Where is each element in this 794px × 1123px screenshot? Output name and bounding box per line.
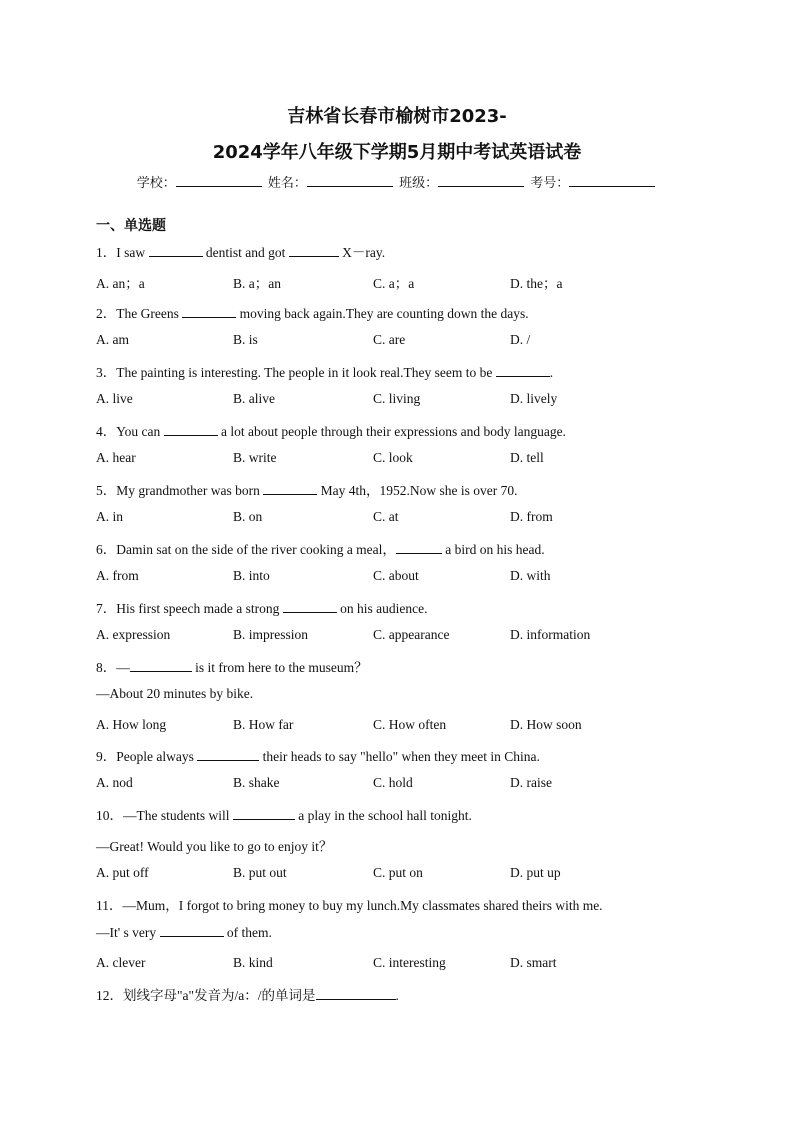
option[interactable]: A. expression (96, 627, 171, 642)
option[interactable]: A. hear (96, 450, 136, 465)
class-label: 班级： (399, 176, 439, 191)
option[interactable]: A. put off (96, 865, 149, 880)
answer-blank[interactable] (160, 925, 224, 937)
option[interactable]: B. put out (233, 865, 287, 880)
option[interactable]: B. How far (233, 717, 294, 732)
option[interactable]: C. hold (373, 775, 413, 790)
section-title: 一、单选题 (96, 218, 166, 234)
option[interactable]: A. nod (96, 775, 133, 790)
student-info-row (0, 172, 794, 191)
option[interactable]: A. in (96, 509, 123, 524)
class-blank[interactable] (438, 174, 524, 187)
option[interactable]: B. on (233, 509, 263, 524)
option[interactable]: A. an；a (96, 276, 145, 291)
answer-blank[interactable] (289, 245, 339, 257)
dialogue-reply: —About 20 minutes by bike. (96, 686, 254, 701)
option[interactable]: A. am (96, 332, 129, 347)
option[interactable]: B. write (233, 450, 277, 465)
option[interactable]: D. raise (510, 775, 552, 790)
option[interactable]: B. shake (233, 775, 280, 790)
option[interactable]: D. information (510, 627, 591, 642)
option[interactable]: B. impression (233, 627, 309, 642)
option[interactable]: D. the；a (510, 276, 563, 291)
question-stem: 9．People always their heads to say "hello" when they meet in China. (96, 749, 540, 764)
option[interactable]: C. living (373, 391, 421, 406)
option[interactable]: C. appearance (373, 627, 450, 642)
answer-blank[interactable] (149, 245, 203, 257)
option[interactable]: D. smart (510, 955, 557, 970)
option[interactable]: C. at (373, 509, 399, 524)
question-stem: 8．— is it from here to the museum？ (96, 660, 368, 675)
option[interactable]: C. a；a (373, 276, 415, 291)
option[interactable]: B. alive (233, 391, 275, 406)
exam-number-label: 考号： (530, 176, 570, 191)
question-stem: 4．You can a lot about people through their expressions and body language. (96, 424, 566, 439)
exam-number-blank[interactable] (569, 174, 655, 187)
dialogue-reply: —It' s very of them. (96, 925, 272, 940)
answer-blank[interactable] (164, 424, 218, 436)
option[interactable]: A. live (96, 391, 133, 406)
option[interactable]: C. about (373, 568, 419, 583)
option[interactable]: D. How soon (510, 717, 582, 732)
answer-blank[interactable] (197, 749, 259, 761)
question-stem: 10．—The students will a play in the school hall tonight. (96, 808, 472, 823)
answer-blank[interactable] (396, 542, 442, 554)
question-stem: 1．I saw dentist and got X－ray. (96, 245, 386, 260)
option[interactable]: B. is (233, 332, 258, 347)
question-stem: 3．The painting is interesting. The people in it look real.They seem to be . (96, 365, 554, 380)
answer-blank[interactable] (130, 660, 192, 672)
answer-blank[interactable] (283, 601, 337, 613)
option[interactable]: C. are (373, 332, 406, 347)
option[interactable]: A. clever (96, 955, 146, 970)
option[interactable]: A. from (96, 568, 139, 583)
name-label: 姓名： (267, 176, 307, 191)
question-stem: 12．划线字母"a"发音为/a：/的单词是 . (96, 988, 399, 1003)
option[interactable]: B. kind (233, 955, 273, 970)
option[interactable]: D. with (510, 568, 551, 583)
question-stem: 6．Damin sat on the side of the river cooking a meal， a bird on his head. (96, 542, 545, 557)
option[interactable]: D. lively (510, 391, 558, 406)
answer-blank[interactable] (316, 988, 396, 1000)
option[interactable]: C. interesting (373, 955, 446, 970)
option[interactable]: A. How long (96, 717, 167, 732)
exam-title-line1: 吉林省长春市榆树市2023- (287, 106, 507, 127)
answer-blank[interactable] (263, 483, 317, 495)
question-stem: 2．The Greens moving back again.They are counting down the days. (96, 306, 529, 321)
option[interactable]: D. tell (510, 450, 544, 465)
option[interactable]: C. put on (373, 865, 423, 880)
option[interactable]: D. / (510, 332, 531, 347)
exam-title-line2: 2024学年八年级下学期5月期中考试英语试卷 (212, 142, 582, 163)
question-stem: 7．His first speech made a strong on his audience. (96, 601, 428, 616)
answer-blank[interactable] (182, 306, 236, 318)
name-blank[interactable] (307, 174, 393, 187)
question-stem: 11．—Mum，I forgot to bring money to buy my lunch.My classmates shared theirs with me. (96, 898, 603, 913)
question-stem: 5．My grandmother was born May 4th，1952.Now she is over 70. (96, 483, 518, 498)
answer-blank[interactable] (496, 365, 550, 377)
option[interactable]: D. put up (510, 865, 561, 880)
option[interactable]: C. look (373, 450, 413, 465)
option[interactable]: C. How often (373, 717, 447, 732)
school-blank[interactable] (176, 174, 262, 187)
option[interactable]: B. into (233, 568, 270, 583)
dialogue-reply: —Great! Would you like to go to enjoy it？ (96, 839, 333, 854)
option[interactable]: D. from (510, 509, 553, 524)
school-label: 学校： (136, 176, 176, 191)
option[interactable]: B. a；an (233, 276, 281, 291)
answer-blank[interactable] (233, 808, 295, 820)
